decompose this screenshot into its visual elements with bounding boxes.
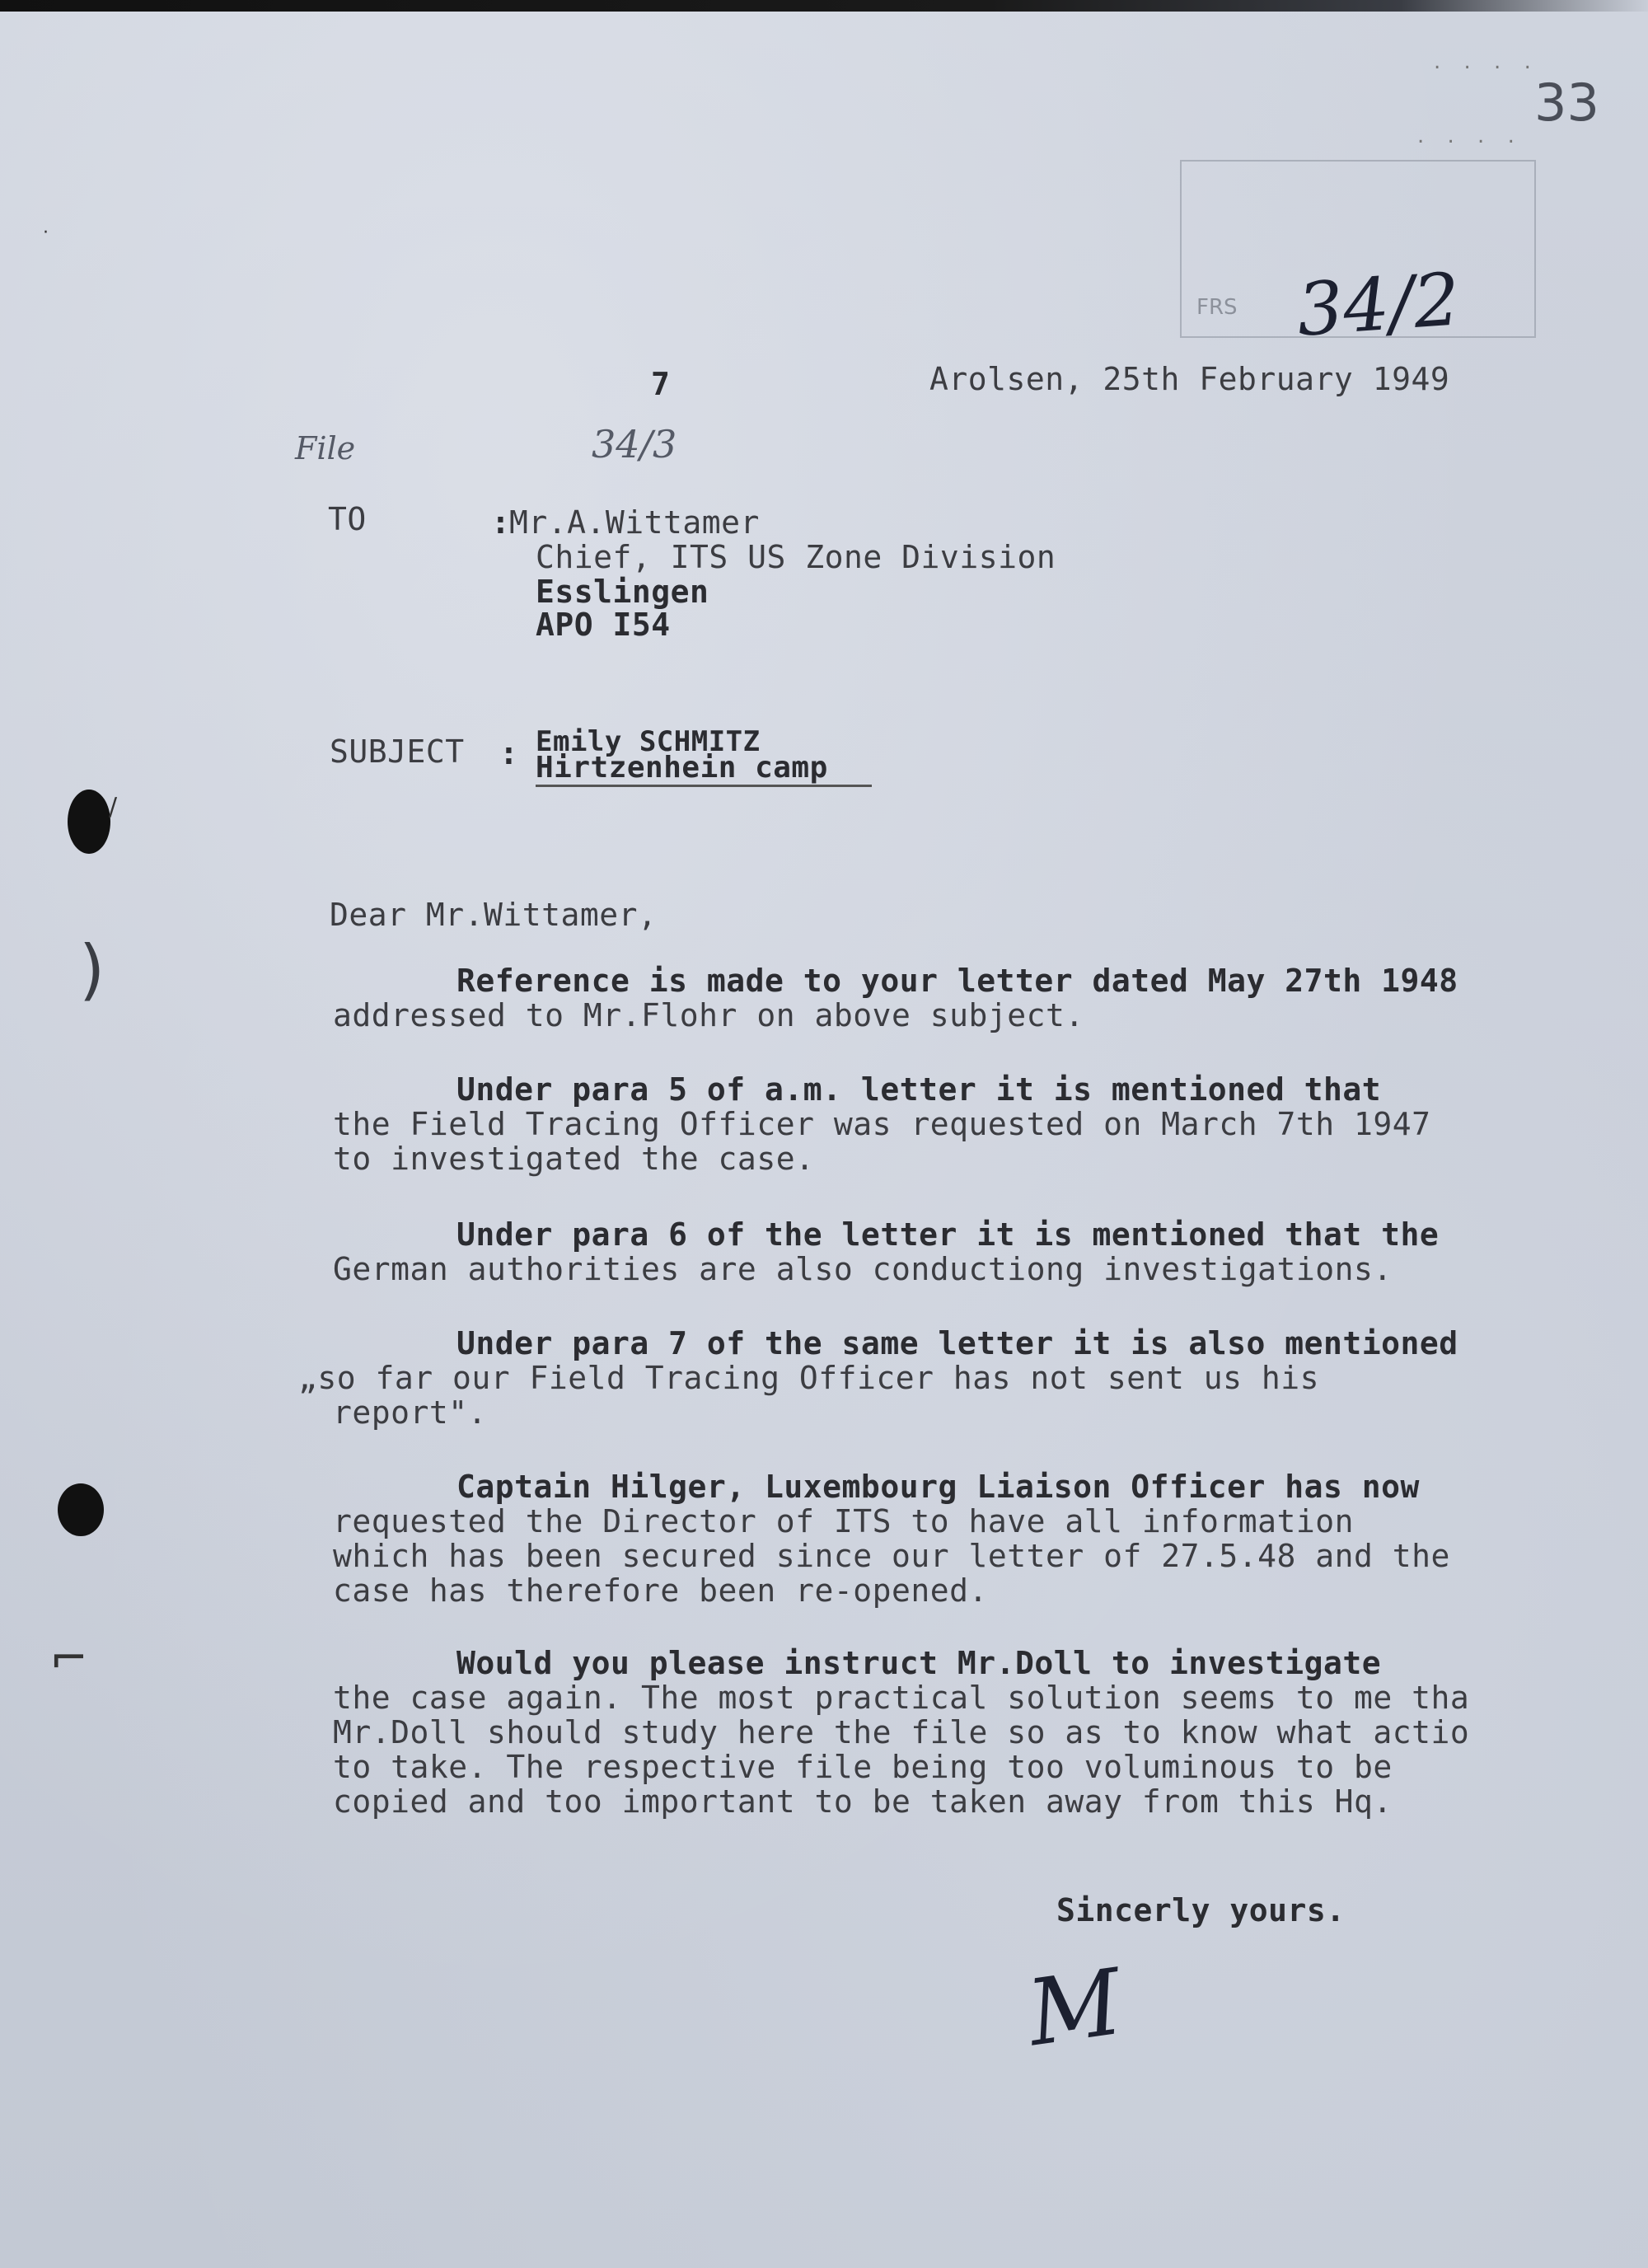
margin-mark-bottom: ⌐ [49, 1632, 88, 1685]
para-6-line-1: Would you please instruct Mr.Doll to investigate [456, 1645, 1382, 1681]
para-6-line-2: the case again. The most practical solution seems to me tha [333, 1680, 1470, 1716]
scan-edge [0, 0, 1648, 12]
salutation: Dear Mr.Wittamer, [330, 897, 658, 933]
subject-label: SUBJECT [330, 733, 465, 770]
para-5-line-3: which has been secured since our letter of 27.5.48 and the [333, 1538, 1450, 1574]
para-4-line-1: Under para 7 of the same letter it is also mentioned [456, 1325, 1458, 1361]
para-5-line-1: Captain Hilger, Luxembourg Liaison Officer has now [456, 1469, 1420, 1505]
para-2-line-2: the Field Tracing Officer was requested on March 7th 1947 [333, 1106, 1431, 1142]
dotted-mark: . . . . [1434, 49, 1539, 74]
to-colon: : [491, 504, 511, 541]
para-6-line-5: copied and too important to be taken away from this Hq. [333, 1783, 1393, 1820]
para-2-line-3: to investigated the case. [333, 1141, 815, 1177]
para-1-line-2: addressed to Mr.Flohr on above subject. [333, 997, 1084, 1033]
para-3-line-2: German authorities are also conductiong investigations. [333, 1251, 1393, 1287]
subject-line-1: Emily SCHMITZ [536, 725, 761, 758]
dotted-mark-2: . . . . [1417, 124, 1523, 148]
file-ref: 34/3 [592, 422, 677, 466]
margin-curve-mark: ) [79, 931, 105, 1008]
to-label: TO [328, 501, 367, 537]
to-line-2: Chief, ITS US Zone Division [536, 539, 1056, 575]
subject-line-2: Hirtzenhein camp [536, 751, 828, 785]
place-date: Arolsen, 25th February 1949 [929, 361, 1450, 397]
closing: Sincerly yours. [1056, 1892, 1346, 1928]
to-line-1: Mr.A.Wittamer [509, 504, 760, 541]
punch-hole-top [68, 790, 110, 854]
margin-dot: · [43, 223, 49, 243]
para-3-line-1: Under para 6 of the letter it is mentioned that the [456, 1216, 1440, 1253]
to-line-3: Esslingen [536, 574, 709, 610]
para-4-line-3: report". [333, 1394, 488, 1431]
to-line-4: APO I54 [536, 607, 671, 643]
para-6-line-4: to take. The respective file being too voluminous to be [333, 1749, 1393, 1785]
para-5-line-4: case has therefore been re-opened. [333, 1572, 988, 1609]
margin-mark-top: ∕ [109, 793, 118, 822]
punch-hole-bottom [58, 1483, 104, 1536]
page-number: 33 [1534, 73, 1599, 133]
subject-underline [536, 785, 872, 787]
subject-colon: : [499, 735, 519, 771]
signature: M [1021, 1948, 1128, 2067]
stamp-number: 34/2 [1294, 256, 1463, 353]
para-4-line-2: „so far our Field Tracing Officer has not sent us his [298, 1360, 1320, 1396]
para-1-line-1: Reference is made to your letter dated May 27th 1948 [456, 963, 1458, 999]
file-note: File [295, 430, 356, 466]
para-6-line-3: Mr.Doll should study here the file so as to know what actio [333, 1714, 1470, 1750]
stamp-label: FRS [1196, 295, 1238, 320]
para-2-line-1: Under para 5 of a.m. letter it is mentioned that [456, 1071, 1382, 1108]
para-5-line-2: requested the Director of ITS to have all information [333, 1503, 1355, 1539]
annotation-seven: 7 [651, 366, 671, 402]
